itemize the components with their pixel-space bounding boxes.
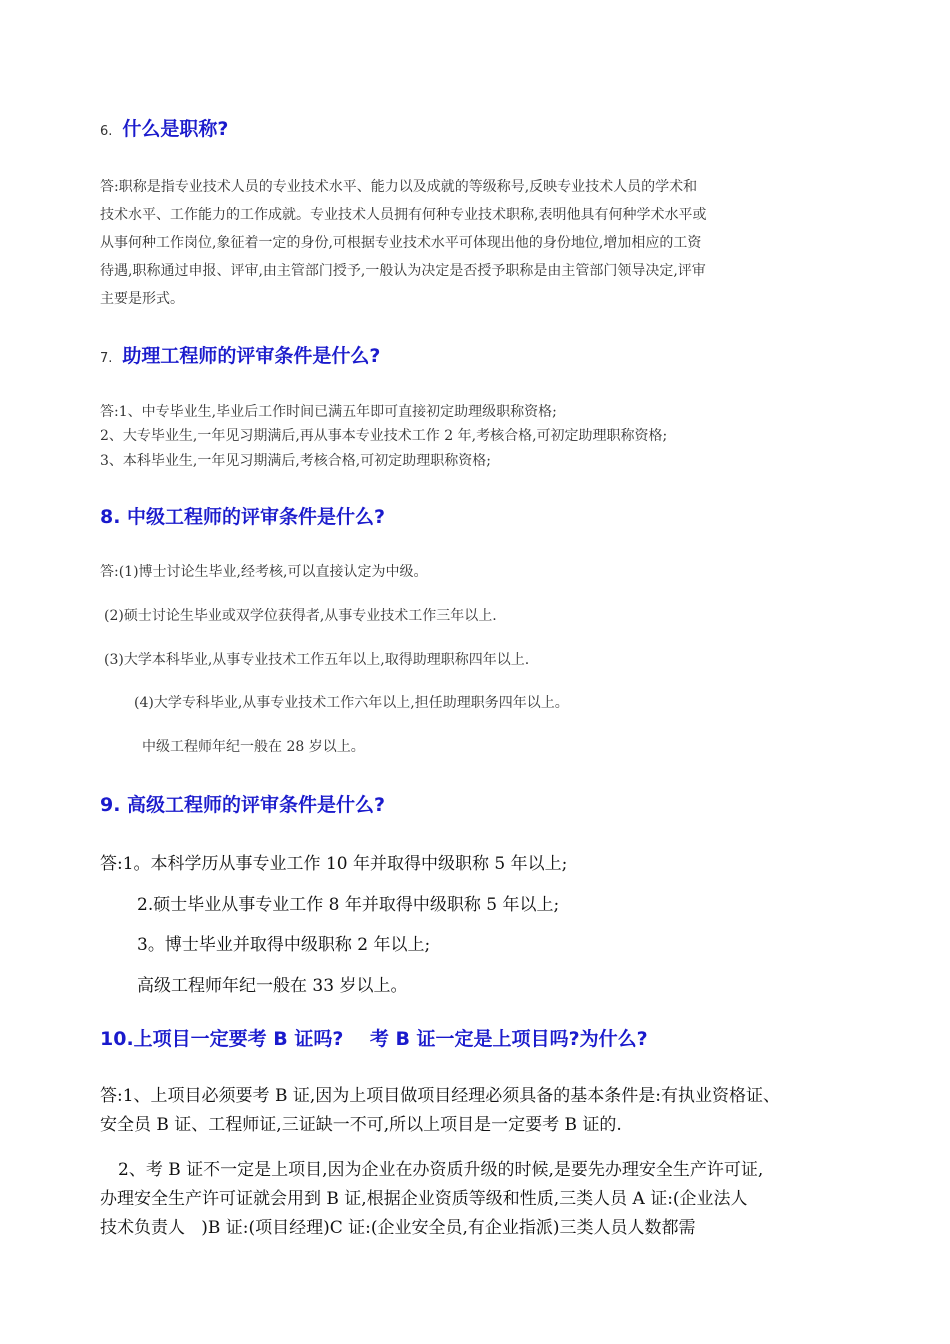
q7-answer-line: 2、大专毕业生,一年见习期满后,再从事本专业技术工作 2 年,考核合格,可初定助理职称资格; <box>100 428 668 444</box>
q8-answer-line: (2)硕士讨论生毕业或双学位获得者,从事专业技术工作三年以上. <box>104 608 497 624</box>
heading-q10: 10.上项目一定要考 B 证吗? 考 B 证一定是上项目吗?为什么? <box>100 1028 648 1050</box>
q6-answer-line: 从事何种工作岗位,象征着一定的身份,可根据专业技术水平可体现出他的身份地位,增加相应的工资 <box>100 235 702 251</box>
heading-q8: 8. 中级工程师的评审条件是什么? <box>100 506 386 528</box>
heading-q9: 9. 高级工程师的评审条件是什么? <box>100 794 386 816</box>
heading-q7-number: 7. <box>100 351 113 366</box>
heading-q7 <box>100 341 380 368</box>
heading-q6-title: 什么是职称? <box>122 118 229 140</box>
q6-answer-line: 技术水平、工作能力的工作成就。专业技术人员拥有何种专业技术职称,表明他具有何种学术水平或 <box>100 207 707 223</box>
heading-q7-title: 助理工程师的评审条件是什么? <box>122 345 381 367</box>
q10-answer-line: 技术负责人 )B 证:(项目经理)C 证:(企业安全员,有企业指派)三类人员人数都需 <box>100 1218 696 1238</box>
q9-answer-line: 2.硕士毕业从事专业工作 8 年并取得中级职称 5 年以上; <box>137 895 560 915</box>
heading-q6 <box>100 114 228 141</box>
q10-answer-line: 办理安全生产许可证就会用到 B 证,根据企业资质等级和性质,三类人员 A 证:(企业法人 <box>100 1189 748 1209</box>
heading-q6-number: 6. <box>100 124 113 139</box>
q6-answer-line: 答:职称是指专业技术人员的专业技术水平、能力以及成就的等级称号,反映专业技术人员的学术和 <box>100 179 698 195</box>
q9-answer-line: 3。博士毕业并取得中级职称 2 年以上; <box>137 935 431 955</box>
q6-answer-line: 待遇,职称通过申报、评审,由主管部门授予,一般认为决定是否授予职称是由主管部门领导决定,评审 <box>100 263 706 279</box>
q10-answer-line: 2、考 B 证不一定是上项目,因为企业在办资质升级的时候,是要先办理安全生产许可证, <box>118 1160 764 1180</box>
q8-answer-line: 中级工程师年纪一般在 28 岁以上。 <box>142 739 365 755</box>
q6-answer-line: 主要是形式。 <box>100 291 184 307</box>
q9-answer-line: 答:1。本科学历从事专业工作 10 年并取得中级职称 5 年以上; <box>100 854 568 874</box>
q10-answer-line: 答:1、上项目必须要考 B 证,因为上项目做项目经理必须具备的基本条件是:有执业资格证、 <box>100 1086 780 1106</box>
q7-answer-line: 答:1、中专毕业生,毕业后工作时间已满五年即可直接初定助理级职称资格; <box>100 404 557 420</box>
q9-answer-line: 高级工程师年纪一般在 33 岁以上。 <box>137 976 408 996</box>
q10-answer-line: 安全员 B 证、工程师证,三证缺一不可,所以上项目是一定要考 B 证的. <box>100 1115 622 1135</box>
q8-answer-line: (3)大学本科毕业,从事专业技术工作五年以上,取得助理职称四年以上. <box>104 652 530 668</box>
q8-answer-line: (4)大学专科毕业,从事专业技术工作六年以上,担任助理职务四年以上。 <box>134 695 569 711</box>
q8-answer-line: 答:(1)博士讨论生毕业,经考核,可以直接认定为中级。 <box>100 564 428 580</box>
q7-answer-line: 3、本科毕业生,一年见习期满后,考核合格,可初定助理职称资格; <box>100 453 491 469</box>
